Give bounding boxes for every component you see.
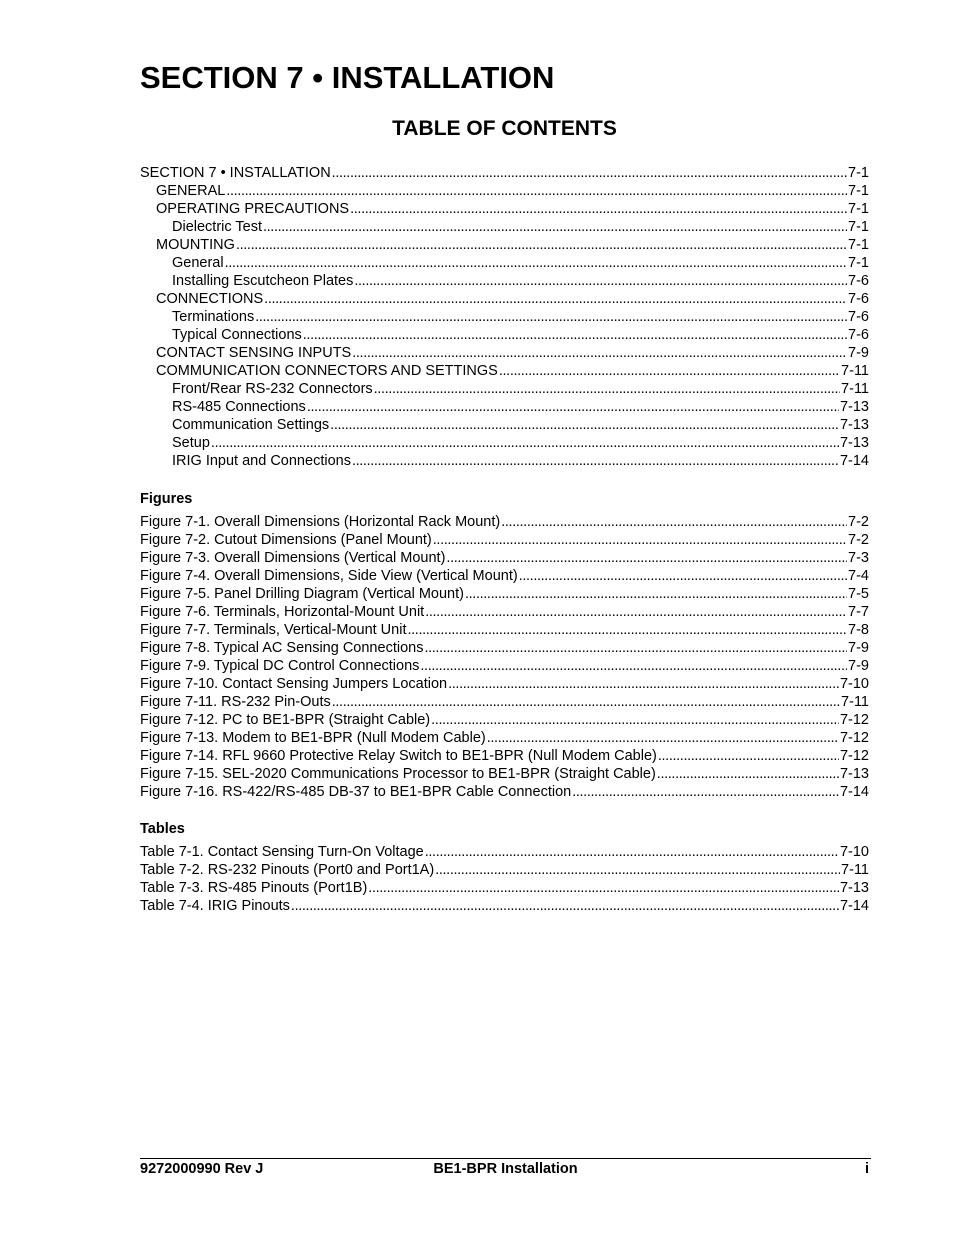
toc-entry[interactable]	[140, 416, 869, 434]
dot-leader	[303, 326, 847, 344]
dot-leader	[433, 531, 847, 549]
toc-entry-page: 7-10	[839, 844, 869, 860]
toc-entry[interactable]	[140, 272, 869, 290]
dot-leader	[352, 452, 839, 470]
toc-entry[interactable]	[140, 452, 869, 470]
dot-leader	[424, 639, 847, 657]
toc-entry[interactable]	[140, 861, 869, 879]
toc-entry-label: Figure 7-7. Terminals, Vertical-Mount Unit	[140, 622, 407, 638]
toc-entry-page: 7-13	[839, 766, 869, 782]
toc-entry[interactable]	[140, 765, 869, 783]
toc-entry-page: 7-5	[848, 586, 869, 602]
toc-entry[interactable]	[140, 549, 869, 567]
toc-entry-page: 7-6	[848, 291, 869, 307]
toc-entry[interactable]	[140, 657, 869, 675]
toc-entry-page: 7-13	[839, 435, 869, 451]
dot-leader	[658, 747, 839, 765]
dot-leader	[657, 765, 839, 783]
footer-rule	[140, 1158, 871, 1159]
toc-entry[interactable]	[140, 398, 869, 416]
toc-entry[interactable]	[140, 290, 869, 308]
toc-entry[interactable]	[140, 182, 869, 200]
toc-entry-label: Figure 7-13. Modem to BE1-BPR (Null Modem Cable)	[140, 730, 486, 746]
toc-entry-label: Terminations	[172, 309, 255, 325]
toc-entry-page: 7-12	[839, 748, 869, 764]
toc-entry[interactable]	[140, 164, 869, 182]
dot-leader	[420, 657, 847, 675]
toc-entry[interactable]	[140, 200, 869, 218]
toc-entry-page: 7-13	[839, 417, 869, 433]
toc-entry[interactable]	[140, 675, 869, 693]
toc-heading: TABLE OF CONTENTS	[392, 117, 617, 140]
toc-entry-label: Table 7-3. RS-485 Pinouts (Port1B)	[140, 880, 368, 896]
dot-leader	[330, 416, 839, 434]
toc-entry[interactable]	[140, 362, 869, 380]
toc-entry-page: 7-1	[848, 255, 869, 271]
toc-entry-label: Figure 7-15. SEL-2020 Communications Processor to BE1-BPR (Straight Cable)	[140, 766, 656, 782]
toc-entry-page: 7-12	[839, 730, 869, 746]
toc-entry[interactable]	[140, 639, 869, 657]
toc-entry[interactable]	[140, 693, 869, 711]
toc-entry-label: Setup	[172, 435, 210, 451]
dot-leader	[487, 729, 839, 747]
toc-entry-label: Figure 7-1. Overall Dimensions (Horizontal Rack Mount)	[140, 514, 501, 530]
toc-entry-page: 7-13	[839, 880, 869, 896]
toc-entry-page: 7-1	[848, 237, 869, 253]
dot-leader	[465, 585, 847, 603]
toc-entry-label: Figure 7-14. RFL 9660 Protective Relay Switch to BE1-BPR (Null Modem Cable)	[140, 748, 657, 764]
dot-leader	[499, 362, 840, 380]
toc-entry[interactable]	[140, 434, 869, 452]
toc-entry-label: Table 7-4. IRIG Pinouts	[140, 898, 290, 914]
dot-leader	[431, 711, 839, 729]
toc-entry-page: 7-14	[839, 784, 869, 800]
dot-leader	[572, 783, 839, 801]
toc-entry-page: 7-14	[839, 453, 869, 469]
toc-entry-label: Installing Escutcheon Plates	[172, 273, 354, 289]
dot-leader	[236, 236, 847, 254]
dot-leader	[226, 182, 847, 200]
toc-entry-label: GENERAL	[156, 183, 226, 199]
dot-leader	[425, 603, 847, 621]
toc-entry-page: 7-11	[841, 363, 869, 379]
dot-leader	[352, 344, 847, 362]
toc-entry-page: 7-11	[841, 381, 869, 397]
dot-leader	[519, 567, 847, 585]
dot-leader	[264, 290, 847, 308]
toc-entry[interactable]	[140, 621, 869, 639]
dot-leader	[354, 272, 847, 290]
toc-entry-page: 7-9	[848, 640, 869, 656]
toc-entry-label: COMMUNICATION CONNECTORS AND SETTINGS	[156, 363, 498, 379]
toc-entry-page: 7-7	[848, 604, 869, 620]
toc-entry-page: 7-11	[841, 694, 869, 710]
toc-figures-list	[140, 513, 869, 801]
toc-entry-page: 7-4	[848, 568, 869, 584]
dot-leader	[425, 843, 839, 861]
toc-entry-label: CONNECTIONS	[156, 291, 264, 307]
dot-leader	[435, 861, 840, 879]
toc-entry[interactable]	[140, 531, 869, 549]
toc-entry[interactable]	[140, 254, 869, 272]
toc-entry-label: Figure 7-6. Terminals, Horizontal-Mount Unit	[140, 604, 425, 620]
toc-entry-page: 7-1	[848, 201, 869, 217]
toc-entry[interactable]	[140, 783, 869, 801]
toc-entry-page: 7-2	[848, 514, 869, 530]
toc-entry-page: 7-13	[839, 399, 869, 415]
toc-entry-label: Communication Settings	[172, 417, 330, 433]
toc-entry-label: CONTACT SENSING INPUTS	[156, 345, 352, 361]
footer-doc-number: 9272000990 Rev J	[140, 1161, 264, 1177]
dot-leader	[374, 380, 840, 398]
toc-entry-label: Figure 7-9. Typical DC Control Connections	[140, 658, 420, 674]
toc-entry-page: 7-8	[848, 622, 869, 638]
toc-entry[interactable]	[140, 218, 869, 236]
toc-entry[interactable]	[140, 308, 869, 326]
toc-entry-label: Typical Connections	[172, 327, 302, 343]
footer-page-number: i	[864, 1161, 869, 1177]
toc-entry-page: 7-9	[848, 345, 869, 361]
dot-leader	[350, 200, 847, 218]
toc-entry-page: 7-1	[848, 165, 869, 181]
toc-entry-page: 7-11	[841, 862, 869, 878]
toc-entry-page: 7-6	[848, 309, 869, 325]
footer-doc-title: BE1-BPR Installation	[433, 1161, 578, 1177]
toc-tables-list	[140, 843, 869, 915]
dot-leader	[291, 897, 839, 915]
dot-leader	[407, 621, 847, 639]
toc-entry[interactable]	[140, 897, 869, 915]
dot-leader	[501, 513, 847, 531]
toc-entry-label: General	[172, 255, 224, 271]
toc-entry-label: Figure 7-10. Contact Sensing Jumpers Location	[140, 676, 448, 692]
toc-entry-page: 7-10	[839, 676, 869, 692]
toc-entry-label: MOUNTING	[156, 237, 235, 253]
toc-entry[interactable]	[140, 747, 869, 765]
dot-leader	[446, 549, 847, 567]
toc-entry[interactable]	[140, 513, 869, 531]
toc-entry-page: 7-14	[839, 898, 869, 914]
dot-leader	[448, 675, 839, 693]
toc-entry-label: Figure 7-12. PC to BE1-BPR (Straight Cable)	[140, 712, 431, 728]
toc-entry[interactable]	[140, 380, 869, 398]
toc-entry-label: RS-485 Connections	[172, 399, 306, 415]
dot-leader	[255, 308, 847, 326]
toc-entry-label: SECTION 7 • INSTALLATION	[140, 165, 331, 181]
toc-entry[interactable]	[140, 326, 869, 344]
toc-entry-label: Figure 7-3. Overall Dimensions (Vertical Mount)	[140, 550, 446, 566]
toc-entry-label: IRIG Input and Connections	[172, 453, 351, 469]
toc-entry[interactable]	[140, 567, 869, 585]
toc-entry[interactable]	[140, 729, 869, 747]
toc-entry-label: Figure 7-4. Overall Dimensions, Side View (Vertical Mount)	[140, 568, 518, 584]
toc-entry-page: 7-9	[848, 658, 869, 674]
toc-entry-label: OPERATING PRECAUTIONS	[156, 201, 350, 217]
toc-entry[interactable]	[140, 843, 869, 861]
toc-entry-page: 7-1	[848, 219, 869, 235]
toc-entry-page: 7-1	[848, 183, 869, 199]
dot-leader	[211, 434, 839, 452]
dot-leader	[332, 693, 840, 711]
dot-leader	[307, 398, 839, 416]
toc-entry-label: Table 7-1. Contact Sensing Turn-On Voltage	[140, 844, 424, 860]
dot-leader	[263, 218, 847, 236]
toc-entry-label: Figure 7-16. RS-422/RS-485 DB-37 to BE1-BPR Cable Connection	[140, 784, 572, 800]
tables-heading: Tables	[140, 821, 185, 837]
toc-entry-label: Table 7-2. RS-232 Pinouts (Port0 and Port1A)	[140, 862, 435, 878]
toc-entry[interactable]	[140, 603, 869, 621]
toc-entry[interactable]	[140, 711, 869, 729]
toc-entry-page: 7-6	[848, 327, 869, 343]
toc-entry-page: 7-12	[839, 712, 869, 728]
toc-entry-page: 7-2	[848, 532, 869, 548]
toc-entry-label: Figure 7-11. RS-232 Pin-Outs	[140, 694, 331, 710]
toc-entry-label: Figure 7-5. Panel Drilling Diagram (Vertical Mount)	[140, 586, 464, 602]
toc-entry[interactable]	[140, 236, 869, 254]
toc-entry-label: Dielectric Test	[172, 219, 262, 235]
toc-entry-label: Figure 7-8. Typical AC Sensing Connections	[140, 640, 424, 656]
toc-entry-label: Figure 7-2. Cutout Dimensions (Panel Mount)	[140, 532, 432, 548]
toc-entry[interactable]	[140, 585, 869, 603]
toc-entry-label: Front/Rear RS-232 Connectors	[172, 381, 373, 397]
dot-leader	[368, 879, 839, 897]
toc-contents-list	[140, 164, 869, 470]
toc-entry[interactable]	[140, 344, 869, 362]
toc-entry-page: 7-6	[848, 273, 869, 289]
toc-entry[interactable]	[140, 879, 869, 897]
page-title: SECTION 7 • INSTALLATION	[140, 60, 555, 95]
toc-entry-page: 7-3	[848, 550, 869, 566]
figures-heading: Figures	[140, 491, 193, 507]
dot-leader	[225, 254, 847, 272]
dot-leader	[332, 164, 847, 182]
